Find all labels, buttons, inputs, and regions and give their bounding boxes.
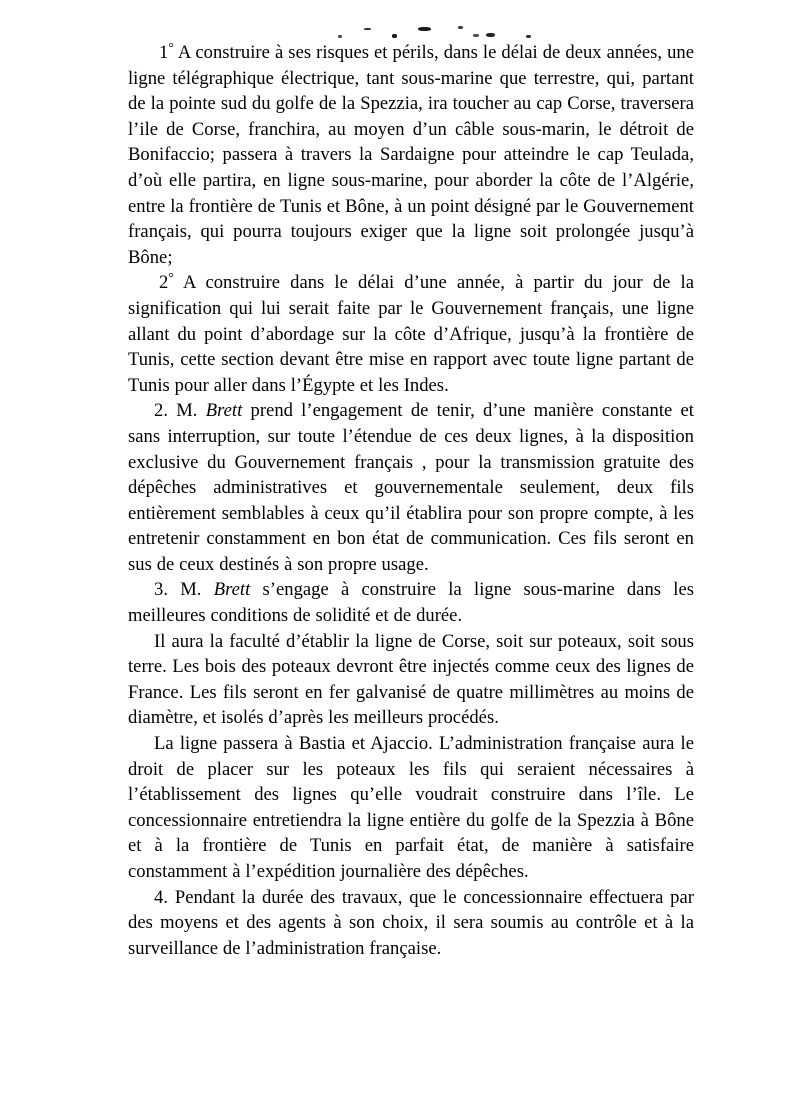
clause-marker: 2 xyxy=(159,272,169,294)
paragraph-article-3-cont-a: Il aura la faculté d’établir la ligne de Corse, soit sur poteaux, soit sous terre. Les bois des poteaux devront être injectés comme ceux des lignes de France. Les fils seront en fer galvanisé de quatre millimètres au moins de diamètre, et isolés d’après les meilleurs procédés. xyxy=(128,630,694,729)
paragraph-article-2 xyxy=(128,398,694,577)
paragraph-article-3-cont-b: La ligne passera à Bastia et Ajaccio. L’administration française aura le droit de placer sur les poteaux les fils qui seraient nécessaires à l’établissement des lignes qu’elle voudrait construire dans l’île. Le concessionnaire entretiendra la ligne entière du golfe de la Spezzia à Bône et à la frontière de Tunis en parfait état, de manière à satisfaire constamment à l’expédition journalière des dépêches. xyxy=(128,733,694,882)
paragraph-article-4 xyxy=(128,885,694,962)
ink-speck xyxy=(486,33,495,37)
body-text-block xyxy=(128,40,694,961)
ink-speck xyxy=(392,34,397,38)
ink-speck xyxy=(338,35,342,38)
ink-speck xyxy=(418,27,431,31)
ink-speck xyxy=(473,34,479,37)
ink-speck xyxy=(458,26,463,29)
degree-sign: ° xyxy=(168,270,174,286)
paragraph-text: A construire dans le délai d’une année, à partir du jour de la signification qui lui serait faite par le Gouvernement français, une ligne allant du point d’abordage sur la côte d’Afrique, jusqu’à la frontière de Tunis, cette section devant être mise en rapport avec toute ligne partant de Tunis pour aller dans l’Égypte et les Indes. xyxy=(128,272,694,396)
paragraph-article-3 xyxy=(128,577,694,628)
clause-marker: 1 xyxy=(159,42,169,63)
scan-artifact-specks xyxy=(128,20,694,40)
paragraph-clause-1 xyxy=(128,40,694,270)
paragraph-text: Pendant la durée des travaux, que le concessionnaire effectuera par des moyens et des agents à son choix, il sera soumis au contrôle et à la surveillance de l’administration française. xyxy=(128,886,694,959)
article-marker: 3. xyxy=(154,579,168,601)
ink-speck xyxy=(364,28,371,30)
degree-sign: ° xyxy=(168,40,174,56)
paragraph-clause-2 xyxy=(128,270,694,398)
paragraph-text: s’engage à construire la ligne sous-marine dans les meilleures conditions de solidité et de durée. xyxy=(128,579,694,627)
honorific: M. xyxy=(168,400,206,422)
article-marker: 2. xyxy=(154,400,168,422)
person-name: Brett xyxy=(205,400,243,422)
honorific: M. xyxy=(168,579,214,601)
person-name: Brett xyxy=(213,579,251,601)
paragraph-text: prend l’engagement de tenir, d’une manière constante et sans interruption, sur toute l’étendue de ces deux lignes, à la disposition exclusive du Gouvernement français , pour la transmission gratuite des dépêches administratives et gouvernementale seulement, deux fils entièrement semblables à ceux qu’il établira pour son propre compte, à les entretenir constamment en bon état de communication. Ces fils seront en sus de ceux destinés à son propre usage. xyxy=(128,400,694,575)
ink-speck xyxy=(526,35,531,38)
paragraph-text: A construire à ses risques et périls, dans le délai de deux années, une ligne télégraphique électrique, tant sous-marine que terrestre, qui, partant de la pointe sud du golfe de la Spezzia, ira toucher au cap Corse, traversera l’ile de Corse, franchira, au moyen d’un câble sous-marin, le détroit de Bonifaccio; passera à travers la Sardaigne pour atteindre le cap Teulada, d’où elle partira, en ligne sous-marine, pour aborder la côte de l’Algérie, entre la frontière de Tunis et Bône, à un point désigné par le Gouvernement français, qui pourra toujours exiger que la ligne soit prolongée jusqu’à Bône; xyxy=(128,42,694,268)
article-marker: 4. xyxy=(154,886,168,908)
